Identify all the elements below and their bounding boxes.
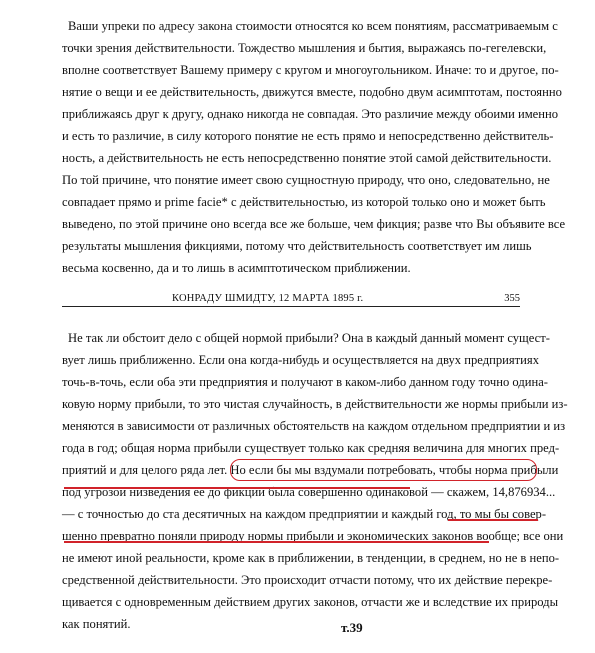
p1-line-1: Ваши упреки по адресу закона стоимости относятся ко всем понятиям, рассматриваемым с [68,19,558,33]
highlight-box [230,459,537,481]
p1-line-11: результаты мышления фикциями, потому что действительность соответствует им лишь [62,239,532,253]
p2-line-10: шенно превратно поняли природу нормы прибыли и экономических законов вообще; все они [62,529,564,543]
p1-line-10: выведено, по этой причине оно всегда все же больше, чем фикция; разве что Вы объявите все [62,217,566,231]
p1-line-12: весьма косвенно, да и то лишь в асимптотическом приближении. [62,261,411,275]
p2-line-11: не имеют иной реальности, кроме как в приближении, в тенденции, в среднем, но не в непо- [62,551,560,565]
p1-line-2: точки зрения действительности. Тождество мышления и бытия, выражаясь по-гегелевски, [62,41,547,55]
p1-line-4: нятие о вещи и ее действительность, движутся вместе, подобно двум асимптотам, постоянно [62,85,562,99]
p2-line-5: меняются в зависимости от различных обстоятельств на каждом отдельном предприятии и из [62,419,566,433]
p2-line-2: вует лишь приближенно. Если она когда-нибудь и осуществляется на двух предприятиях [62,353,539,367]
page-number: 355 [504,293,520,304]
p2-line-3: точь-в-точь, если оба эти предприятия и получают в каком-либо данном году точно одина- [62,375,548,389]
p2-line-12: средственной действительности. Это происходит отчасти потому, что их действие перекре- [62,573,553,587]
p1-line-6: и есть то различие, в силу которого понятие не есть прямо и непосредственно действитель- [62,129,554,143]
p1-line-5: приближаясь друг к другу, однако никогда не совпадая. Это различие между обоими именно [62,107,559,121]
p2-line-4: ковую норму прибыли, то это чистая случайность, в действительности же нормы прибыли из- [62,397,568,411]
red-underline-3 [64,541,489,543]
p2-line-6: года в год; общая норма прибыли существует только как средняя величина для многих пред- [62,441,560,455]
red-underline-2 [448,519,538,521]
p1-line-3: вполне соответствует Вашему примеру с кругом и многоугольником. Иначе: то и другое, по- [62,63,559,77]
p2-line-7: приятий и для целого ряда лет. Но если бы мы вздумали потребовать, чтобы норма прибыли [62,463,559,477]
running-header-title: КОНРАДУ ШМИДТУ, 12 МАРТА 1895 г. [172,293,364,304]
p2-line-1: Не так ли обстоит дело с общей нормой прибыли? Она в каждый данный момент сущест- [68,331,550,345]
volume-annotation: т.39 [341,620,363,635]
running-header [62,292,520,307]
p2-line-9: — с точностью до ста десятичных на каждом предприятии и каждый год, то мы бы совер- [62,507,547,521]
p2-line-8: под угрозой низведения ее до фикции была совершенно одинаковой — скажем, 14,876934... [62,485,556,499]
p2-line-13: щивается с одновременным действием других законов, отчасти же и вследствие их природы [62,595,559,609]
p1-line-8: По той причине, что понятие имеет свою сущностную природу, что оно, следовательно, не [62,173,550,187]
p1-line-9: совпадает прямо и prime facie* с действительностью, из которой только оно и может быть [62,195,546,209]
red-underline-1 [64,487,410,489]
p2-line-14: как понятий. [62,617,131,631]
p1-line-7: ность, а действительность не есть непосредственно понятие этой самой действительности. [62,151,552,165]
